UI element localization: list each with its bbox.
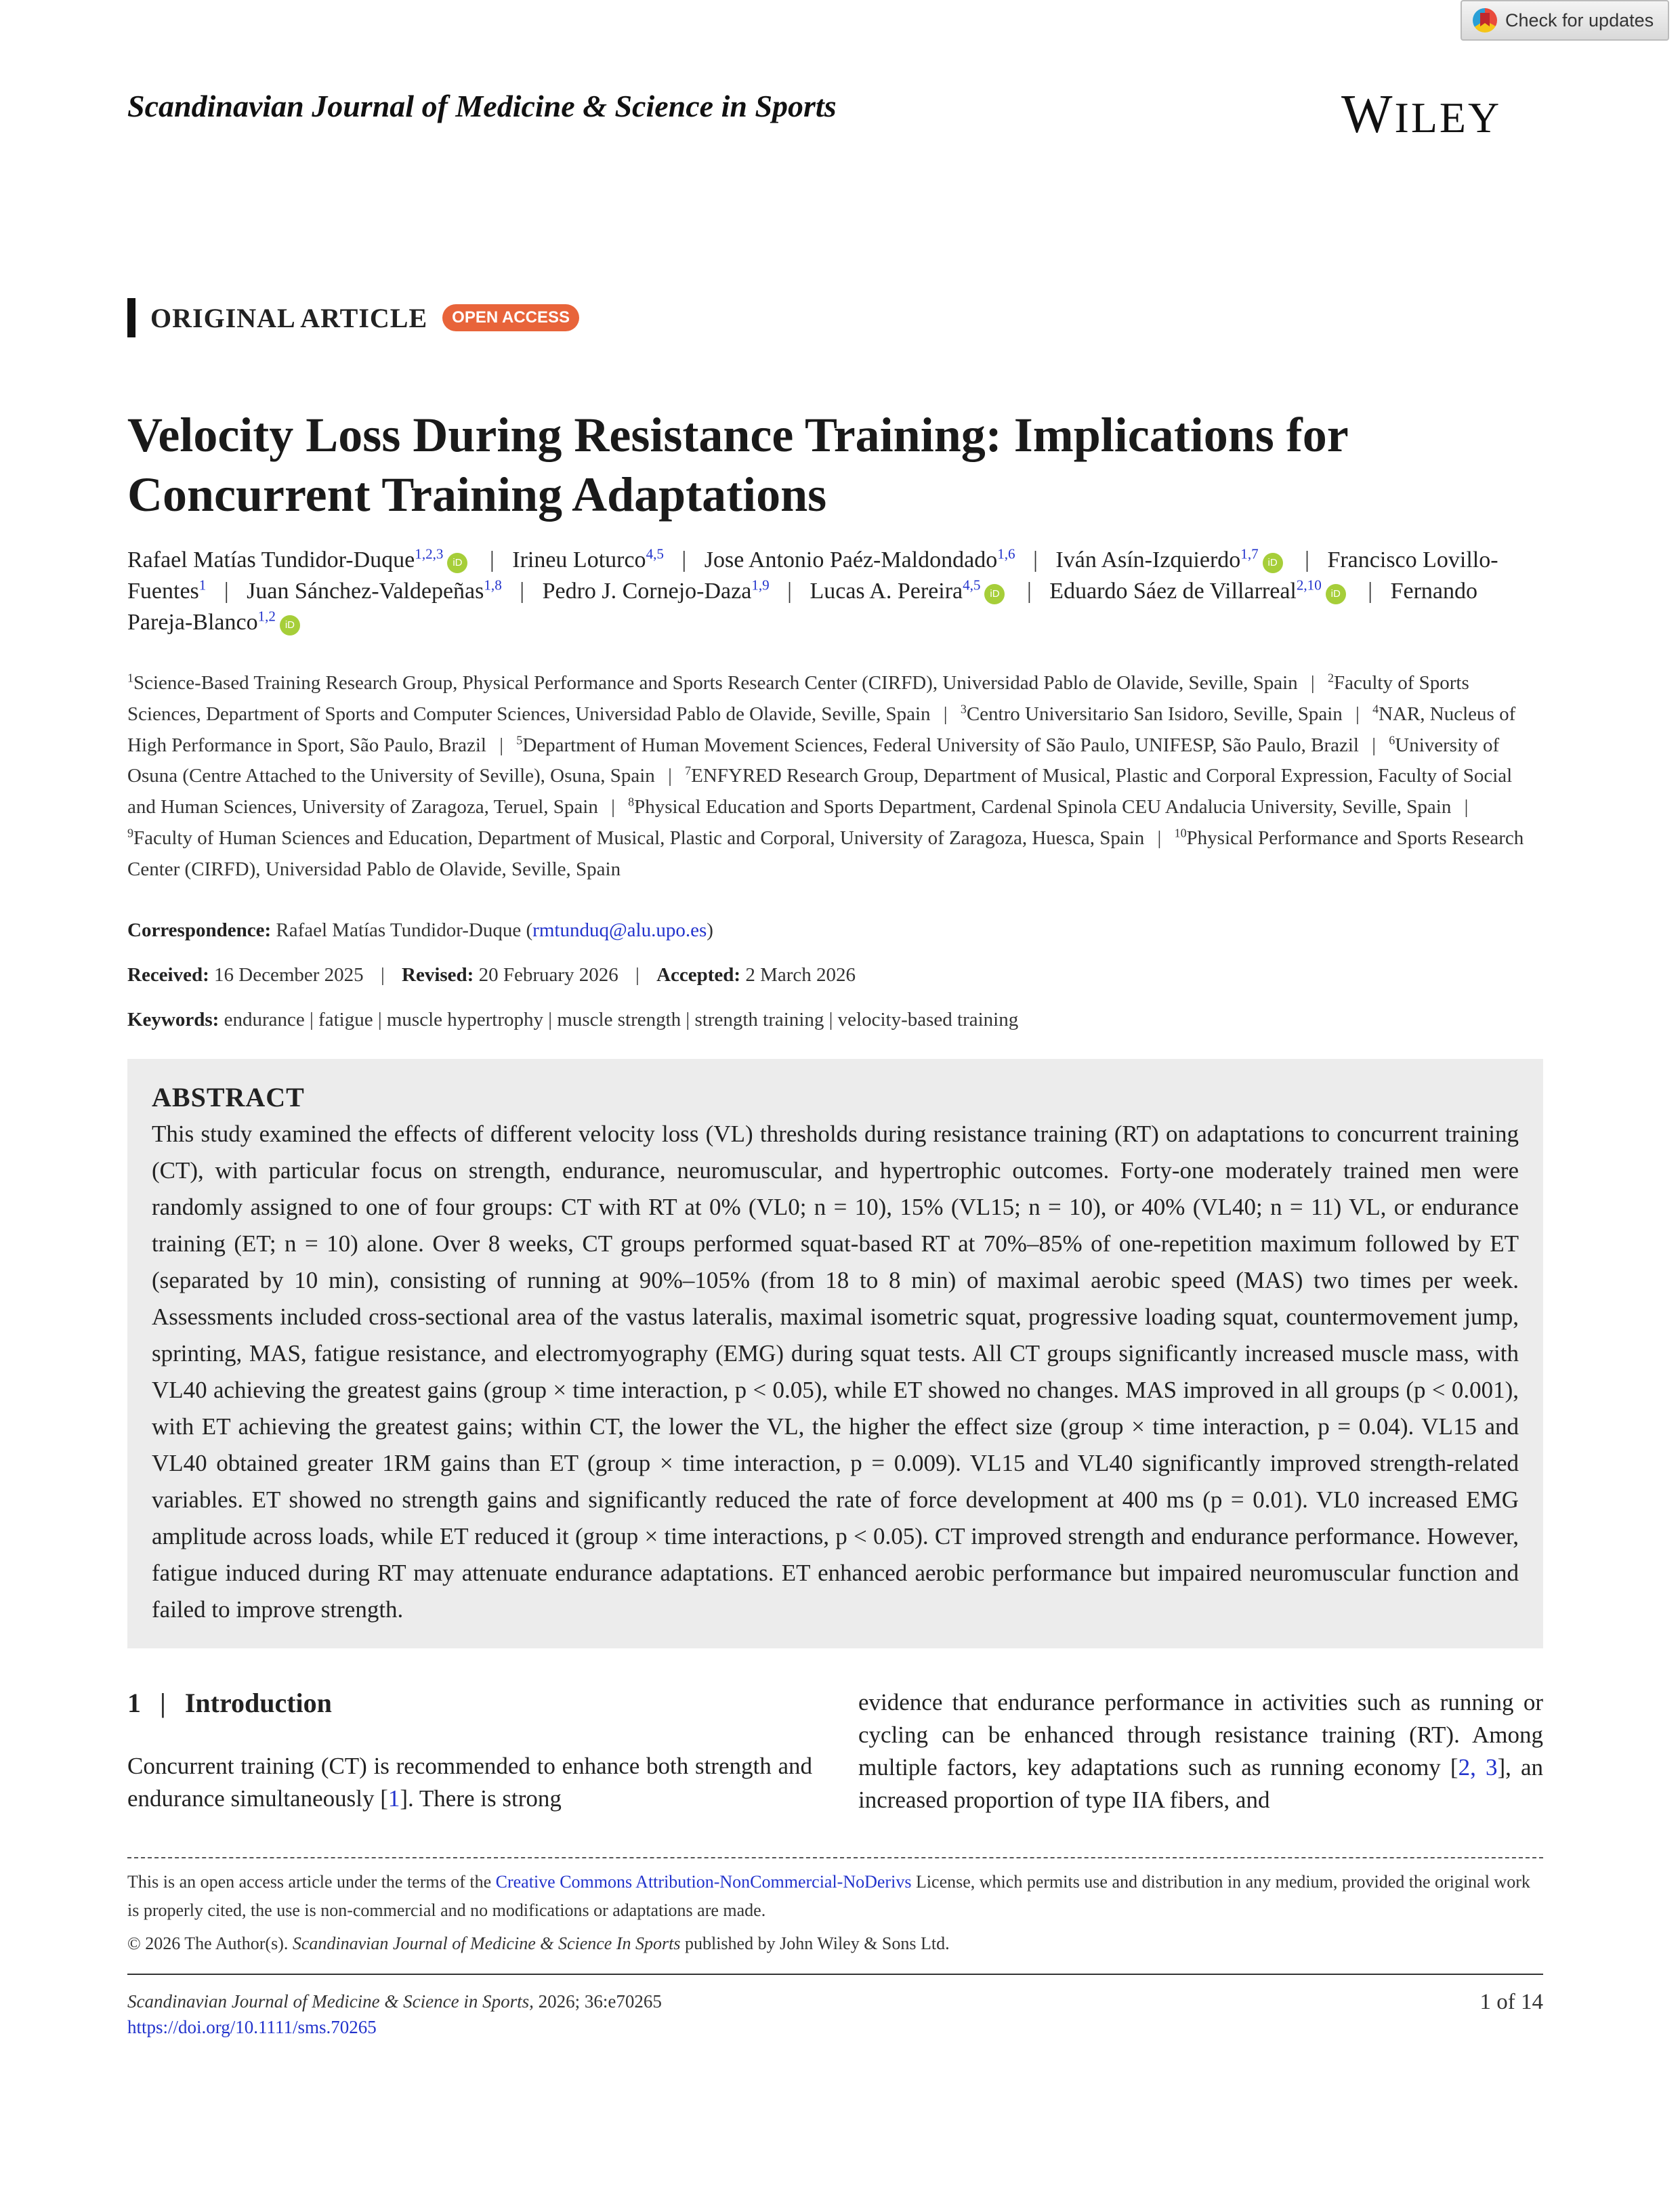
check-for-updates-button[interactable] (1461, 0, 1669, 41)
affiliation-number: 9 (127, 826, 133, 840)
author-affiliation-ref[interactable]: 4,5 (963, 577, 981, 593)
citation-link[interactable]: 2, 3 (1458, 1753, 1498, 1780)
article-type (127, 298, 1543, 337)
separator: | (943, 703, 948, 725)
keyword: muscle strength (557, 1008, 681, 1030)
footer-journal: Scandinavian Journal of Medicine & Science in Sports, (127, 1991, 534, 2012)
affiliation-text: Science-Based Training Research Group, Physical Performance and Sports Research Center (CIRFD), Universidad Pablo de Olavide, Seville, Spain (133, 672, 1298, 694)
separator: | (681, 547, 687, 572)
received-label: Received: (127, 963, 209, 986)
open-access-badge: OPEN ACCESS (442, 304, 579, 331)
license-text: This is an open access article under the terms of the (127, 1871, 496, 1892)
author-name: Fernando Pareja-Blanco (127, 579, 1477, 635)
article-type-bar (127, 298, 135, 337)
author (1049, 579, 1349, 604)
correspondence-email-link[interactable]: rmtunduq@alu.upo.es (532, 919, 707, 941)
affiliation (961, 703, 1343, 725)
doi-link[interactable]: https://doi.org/10.1111/sms.70265 (127, 2016, 377, 2037)
affiliation-number: 1 (127, 671, 133, 685)
separator: | (668, 765, 672, 787)
orcid-icon[interactable]: iD (447, 553, 467, 573)
license-link[interactable]: Creative Commons Attribution-NonCommercial-NoDerivs (495, 1871, 912, 1892)
affiliation (628, 796, 1451, 818)
affiliation (127, 827, 1144, 849)
body-text: evidence that endurance performance in activities such as running or cycling can be enhanced through resistance training (RT). Among multiple factors, key adaptations such as running economy [ (858, 1688, 1543, 1780)
affiliation-text: NAR, Nucleus of High Performance in Sport, São Paulo, Brazil (127, 703, 1516, 756)
body-column-right (858, 1686, 1543, 1816)
author-name: Irineu Loturco (512, 547, 646, 572)
correspondence: Correspondence: Rafael Matías Tundidor-Duque (rmtunduq@alu.upo.es) (127, 919, 713, 941)
copyright (127, 1930, 1543, 1957)
separator: | (1310, 672, 1315, 694)
author-affiliation-ref[interactable]: 1,6 (997, 545, 1015, 562)
abstract-heading: ABSTRACT (152, 1081, 305, 1112)
abstract-box (127, 1059, 1543, 1648)
body-column-left (127, 1686, 812, 1816)
check-for-updates-label: Check for updates (1505, 9, 1654, 30)
separator: | (1368, 579, 1373, 604)
author-affiliation-ref[interactable]: 1,8 (484, 577, 502, 593)
accepted-date: 2 March 2026 (745, 963, 856, 986)
affiliation-text: Faculty of Sports Sciences, Department of Sports and Computer Sciences, Universidad Pablo de Olavide, Seville, Spain (127, 672, 1469, 725)
citation-link[interactable]: 1 (387, 1785, 400, 1812)
author-affiliation-ref[interactable]: 1 (198, 577, 207, 593)
section-heading-introduction: 1 | Introduction (127, 1687, 332, 1718)
footer-divider (127, 1974, 1543, 1975)
affiliation-number: 10 (1174, 826, 1187, 840)
correspondence-label: Correspondence: (127, 919, 272, 941)
accepted-label: Accepted: (656, 963, 741, 986)
wiley-logo: WILEY (1341, 85, 1502, 144)
author-affiliation-ref[interactable]: 1,2,3 (415, 545, 444, 562)
affiliation (127, 672, 1298, 694)
copyright-journal: Scandinavian Journal of Medicine & Science In Sports (292, 1933, 681, 1953)
author-affiliation-ref[interactable]: 1,7 (1240, 545, 1259, 562)
separator: | (787, 579, 792, 604)
copyright-text: © 2026 The Author(s). (127, 1933, 293, 1953)
license-text: License, which permits use and distribution in any medium, provided the original work is properly cited, the use is non-commercial and no modifications or adaptations are made. (127, 1871, 1530, 1920)
author-affiliation-ref[interactable]: 1,2 (257, 608, 276, 625)
keyword: strength training (694, 1008, 824, 1030)
separator: | (499, 734, 504, 756)
separator: | (1372, 734, 1377, 756)
separator: | (1305, 547, 1309, 572)
article-title: Velocity Loss During Resistance Training: Implications for Concurrent Training Adaptations (127, 408, 1348, 522)
author (247, 579, 502, 604)
affiliation-number: 3 (960, 702, 967, 716)
affiliation-text: ENFYRED Research Group, Department of Musical, Plastic and Corporal Expression, Faculty of Social and Human Sciences, University of Zaragoza, Teruel, Spain (127, 765, 1513, 818)
author (127, 547, 471, 572)
orcid-icon[interactable]: iD (280, 615, 300, 636)
article-type-label: ORIGINAL ARTICLE (150, 302, 428, 333)
footer-volume: 2026; 36:e70265 (533, 1991, 662, 2012)
footer-citation (127, 1988, 662, 2014)
correspondence-name: Rafael Matías Tundidor-Duque (276, 919, 522, 941)
author (705, 547, 1015, 572)
author-list (127, 545, 1543, 638)
affiliation-number: 7 (685, 764, 692, 778)
license-notice (127, 1868, 1543, 1925)
author (810, 579, 1009, 604)
separator: | (611, 796, 615, 818)
affiliation-text: Department of Human Movement Sciences, Federal University of São Paulo, UNIFESP, São Paulo, Brazil (522, 734, 1359, 756)
affiliation-text: Centro Universitario San Isidoro, Seville, Spain (966, 703, 1343, 725)
author (512, 547, 664, 572)
body-text: ], an increased proportion of type IIA fibers, and (858, 1753, 1543, 1813)
abstract-text: This study examined the effects of different velocity loss (VL) thresholds during resistance training (RT) on adaptations to concurrent training (CT), with particular focus on strength, endurance, neuromuscular, and hypertrophic outcomes. Forty-one moderately trained men were randomly assigned to one of four groups: CT with RT at 0% (VL0; n = 10), 15% (VL15; n = 10), or 40% (VL40; n = 11) VL, or endurance training (ET; n = 10) alone. Over 8 weeks, CT groups performed squat-based RT at 70%–85% of one-repetition maximum followed by ET (separated by 10 min), consisting of running at 90%–105% (from 18 to 8 min) of maximal aerobic speed (MAS) two times per week. Assessments included cross-sectional area of the vastus lateralis, maximal isometric squat, progressive loading squat, countermovement jump, sprinting, MAS, fatigue resistance, and electromyography (EMG) during squat tests. All CT groups significantly increased muscle mass, with VL40 achieving the greatest gains (group × time interaction, p < 0.05), while ET showed no changes. MAS improved in all groups (p < 0.001), with ET achieving the greatest gains; within CT, the lower the VL, the higher the effect size (group × time interaction, p = 0.04). VL15 and VL40 obtained greater 1RM gains than ET (group × time interaction, p = 0.009). VL15 and VL40 significantly improved strength-related variables. ET showed no strength gains and significantly reduced the rate of force development at 400 ms (p = 0.01). VL0 increased EMG amplitude across loads, while ET reduced it (group × time interactions, p < 0.05). CT improved strength and endurance performance. However, fatigue induced during RT may attenuate endurance adaptations. ET enhanced aerobic performance but impaired neuromuscular function and failed to improve strength. (152, 1120, 1519, 1623)
separator: | (224, 579, 229, 604)
author (1055, 547, 1286, 572)
keywords (127, 1006, 1543, 1033)
orcid-icon[interactable]: iD (1326, 584, 1346, 604)
section-number: 1 (127, 1687, 141, 1718)
affiliations (127, 668, 1543, 886)
separator: | (1026, 579, 1032, 604)
separator: | (1356, 703, 1360, 725)
received-date: 16 December 2025 (214, 963, 364, 986)
copyright-text: published by John Wiley & Sons Ltd. (680, 1933, 950, 1953)
affiliation-number: 5 (516, 732, 523, 747)
author-name: Francisco Lovillo-Fuentes (127, 547, 1498, 604)
dashed-divider (127, 1857, 1543, 1858)
affiliation-number: 6 (1389, 732, 1395, 747)
revised-label: Revised: (402, 963, 474, 986)
page-number: 1 of 14 (1479, 1989, 1543, 2014)
author-affiliation-ref[interactable]: 2,10 (1296, 577, 1322, 593)
dates: Received: 16 December 2025 | Revised: 20 February 2026 | Accepted: 2 March 2026 (127, 963, 856, 986)
affiliation-text: Physical Performance and Sports Research Center (CIRFD), Universidad Pablo de Olavide, Seville, Spain (127, 827, 1524, 880)
separator: | (520, 579, 525, 604)
author-name: Pedro J. Cornejo-Daza (542, 579, 752, 604)
footer-left (127, 1988, 662, 2040)
keyword: endurance (224, 1008, 305, 1030)
section-title: Introduction (184, 1687, 332, 1718)
affiliation-text: Faculty of Human Sciences and Education, Department of Musical, Plastic and Corporal, University of Zaragoza, Huesca, Spain (133, 827, 1145, 849)
separator: | (1464, 796, 1469, 818)
separator: | (489, 547, 495, 572)
footer (127, 1988, 1543, 2040)
affiliation-number: 2 (1327, 671, 1334, 685)
keyword: fatigue (318, 1008, 373, 1030)
article-page (127, 298, 1543, 2040)
keyword: muscle hypertrophy (386, 1008, 544, 1030)
body-text: ]. There is strong (400, 1785, 562, 1812)
journal-title: Scandinavian Journal of Medicine & Science in Sports (127, 89, 837, 123)
author-affiliation-ref[interactable]: 4,5 (646, 545, 664, 562)
author-affiliation-ref[interactable]: 1,9 (751, 577, 770, 593)
author-name: Jose Antonio Paéz-Maldondado (704, 547, 998, 572)
affiliation-text: University of Osuna (Centre Attached to the University of Seville), Osuna, Spain (127, 734, 1500, 787)
keywords-label: Keywords: (127, 1008, 219, 1030)
keywords-list: endurance | fatigue | muscle hypertrophy | muscle strength | strength training | velocity-based training (224, 1008, 1019, 1030)
separator: | (1033, 547, 1038, 572)
author-name: Rafael Matías Tundidor-Duque (127, 547, 415, 572)
revised-date: 20 February 2026 (478, 963, 618, 986)
author (543, 579, 770, 604)
page-footer-area (127, 1857, 1543, 2040)
author-name: Iván Asín-Izquierdo (1055, 547, 1241, 572)
doi-link-wrap (127, 2014, 662, 2040)
crossmark-icon (1473, 8, 1497, 33)
keyword: velocity-based training (837, 1008, 1019, 1030)
author-name: Juan Sánchez-Valdepeñas (247, 579, 484, 604)
author-name: Eduardo Sáez de Villarreal (1049, 579, 1297, 604)
body-paragraph (127, 1750, 812, 1815)
affiliation-text: Physical Education and Sports Department, Cardenal Spinola CEU Andalucia University, Seville, Spain (634, 796, 1452, 818)
affiliation-number: 4 (1372, 702, 1379, 716)
separator: | (1157, 827, 1162, 849)
affiliation-number: 8 (628, 795, 635, 809)
orcid-icon[interactable]: iD (984, 584, 1005, 604)
body-text: Concurrent training (CT) is recommended to enhance both strength and endurance simultaneously [ (127, 1752, 812, 1812)
introduction-section (127, 1686, 1543, 1816)
orcid-icon[interactable]: iD (1263, 553, 1283, 573)
affiliation (516, 734, 1359, 756)
author-name: Lucas A. Pereira (810, 579, 963, 604)
